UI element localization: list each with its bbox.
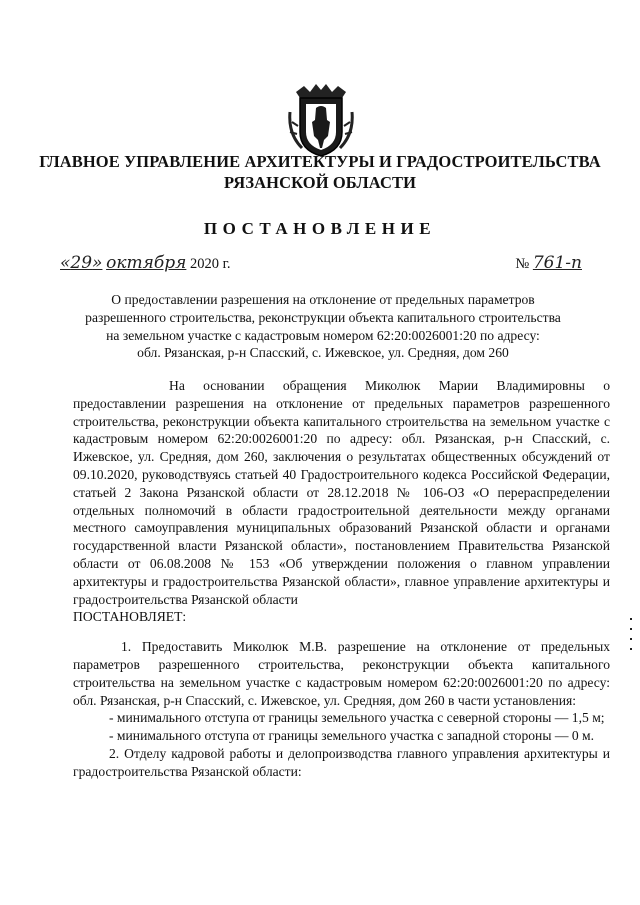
item-2-paragraph: 2. Отделу кадровой работы и делопроизводства главного управления архитектуры и градостроительства Рязанской области: xyxy=(73,745,610,779)
document-body xyxy=(73,377,610,781)
item-1-subitem-west: - минимального отступа от границы земельного участка с западной стороны — 0 м. xyxy=(109,728,595,744)
document-number xyxy=(515,253,582,273)
document-date xyxy=(60,253,231,273)
document-subject xyxy=(80,291,566,362)
number-label: № xyxy=(515,256,530,272)
item-1-subitem-north: - минимального отступа от границы земельного участка с северной стороны — 1,5 м; xyxy=(109,710,605,726)
resolves-heading: ПОСТАНОВЛЯЕТ: xyxy=(73,609,187,625)
scan-artifact xyxy=(630,610,634,700)
subject-line: на земельном участке с кадастровым номером 62:20:0026001:20 по адресу: xyxy=(106,327,540,343)
organization-name-line2: РЯЗАНСКОЙ ОБЛАСТИ xyxy=(223,173,417,192)
date-open-quote: « xyxy=(60,253,71,273)
number-value: 761-п xyxy=(532,253,582,273)
subject-line: обл. Рязанская, р-н Спасский, с. Ижевское, ул. Средняя, дом 260 xyxy=(137,345,509,361)
date-day: 29 xyxy=(70,253,93,273)
document-type: ПОСТАНОВЛЕНИЕ xyxy=(203,219,437,238)
date-year: 2020 г. xyxy=(189,256,231,272)
organization-name-line1: ГЛАВНОЕ УПРАВЛЕНИЕ АРХИТЕКТУРЫ И ГРАДОСТРОИТЕЛЬСТВА xyxy=(39,152,601,171)
subject-line: разрешенного строительства, реконструкции объекта капитального строительства xyxy=(85,309,561,325)
preamble-paragraph: На основании обращения Миколюк Марии Владимировны о предоставлении разрешения на отклонение от предельных параметров разрешенного строительства, реконструкции объекта капитального строительства на земельном участке с кадастровым номером 62:20:0026001:20 по адресу: обл. Рязанская, р-н Спасский, с. Ижевское, ул. Средняя, дом 260, заключения о результатах общественных обсуждений от 09.10.2020, руководствуясь статьей 40 Градостроительного кодекса Российской Федерации, статьей 2 Закона Рязанской области от 28.12.2018 № 106-ОЗ «О перераспределении отдельных полномочий в области градостроительной деятельности между органами местного самоуправления муниципальных образований Рязанской области и органами государственной власти Рязанской области», постановлением Правительства Рязанской области от 06.08.2008 № 153 «Об утверждении положения о главном управлении архитектуры и градостроительства Рязанской области», главное управление архитектуры и градостроительства Рязанской области xyxy=(73,378,610,607)
item-1-paragraph: 1. Предоставить Миколюк М.В. разрешение на отклонение от предельных параметров разрешенного строительства, реконструкции объекта капитального строительства на земельном участке с кадастровым номером 62:20:0026001:20 по адресу: обл. Рязанская, р-н Спасский, с. Ижевское, ул. Средняя, дом 260 в части установления: xyxy=(73,639,610,708)
date-month: октября xyxy=(106,253,187,273)
date-close-quote: » xyxy=(92,253,103,273)
coat-of-arms-emblem xyxy=(286,82,356,158)
subject-line: О предоставлении разрешения на отклонение от предельных параметров xyxy=(111,292,535,307)
